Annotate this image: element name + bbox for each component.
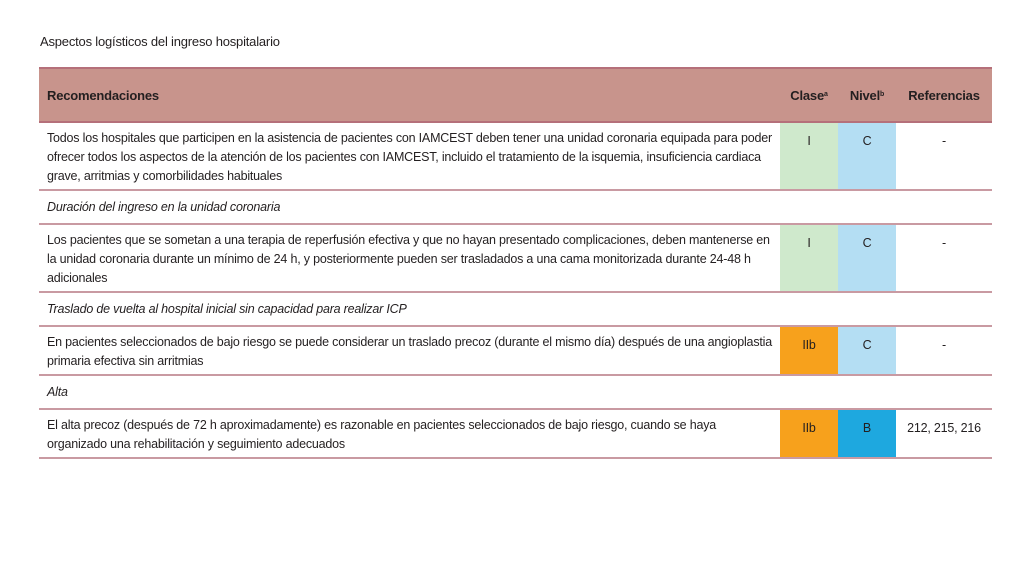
recommendation-text: Todos los hospitales que participen en la asistencia de pacientes con IAMCEST deben tener una unidad coronaria equipada para poder ofrecer todos los aspectos de la atención de los pacientes con IAMCEST, incluido el tratamiento de la isquemia, insuficiencia cardiaca grave, arritmias y comorbilidades habituales	[39, 122, 780, 190]
section-row	[39, 190, 992, 224]
references-cell: -	[896, 122, 992, 190]
section-heading: Duración del ingreso en la unidad coronaria	[39, 190, 992, 224]
header-clase: Clase$^a$	[780, 68, 838, 122]
references-cell: -	[896, 326, 992, 375]
recommendation-text: En pacientes seleccionados de bajo riesgo se puede considerar un traslado precoz (durante el mismo día) después de una angioplastia primaria efectiva sin arritmias	[39, 326, 780, 375]
header-nivel-footnote: b	[880, 90, 885, 98]
class-cell: IIb	[780, 326, 838, 375]
section-heading: Alta	[39, 375, 992, 409]
class-cell: I	[780, 224, 838, 292]
recommendation-text: Los pacientes que se sometan a una terapia de reperfusión efectiva y que no hayan presentado complicaciones, deben mantenerse en la unidad coronaria durante un mínimo de 24 h, y posteriormente pueden ser trasladados a una cama monitorizada durante 24-48 h adicionales	[39, 224, 780, 292]
section-row	[39, 375, 992, 409]
header-clase-footnote: a	[824, 90, 828, 98]
table-row	[39, 409, 992, 458]
level-cell: C	[838, 224, 896, 292]
table-row	[39, 224, 992, 292]
header-recomendaciones: Recomendaciones	[39, 68, 780, 122]
recommendation-text: El alta precoz (después de 72 h aproximadamente) es razonable en pacientes seleccionados de bajo riesgo, cuando se haya organizado una rehabilitación y seguimiento adecuados	[39, 409, 780, 458]
references-cell: 212, 215, 216	[896, 409, 992, 458]
table-row	[39, 122, 992, 190]
class-cell: IIb	[780, 409, 838, 458]
header-referencias: Referencias	[896, 68, 992, 122]
table-row	[39, 326, 992, 375]
level-cell: C	[838, 326, 896, 375]
level-cell: C	[838, 122, 896, 190]
section-row	[39, 292, 992, 326]
table-header-row	[39, 68, 992, 122]
level-cell: B	[838, 409, 896, 458]
references-cell: -	[896, 224, 992, 292]
class-cell: I	[780, 122, 838, 190]
section-heading: Traslado de vuelta al hospital inicial sin capacidad para realizar ICP	[39, 292, 992, 326]
table-caption: Aspectos logísticos del ingreso hospitalario	[40, 34, 280, 49]
header-nivel: Nivel$^b$	[838, 68, 896, 122]
recommendations-table	[39, 67, 992, 459]
